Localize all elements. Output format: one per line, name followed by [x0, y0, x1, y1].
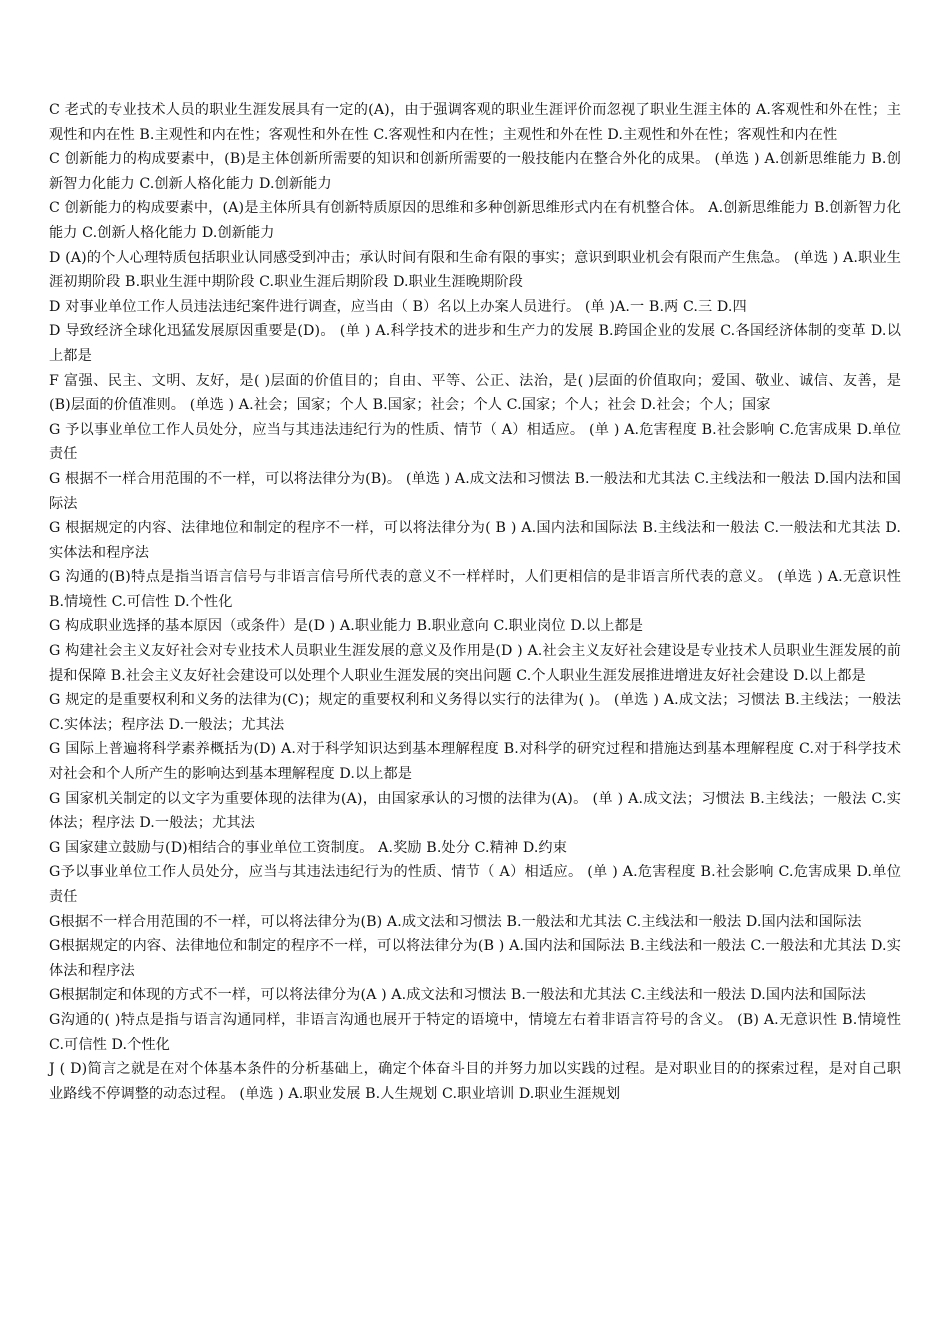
question-entry: G 规定的是重要权利和义务的法律为(C)；规定的重要权利和义务得以实行的法律为( )。 (单选 ) A.成文法；习惯法 B.主线法；一般法 C.实体法；程序法 D.一般法；尤其法 — [49, 692, 901, 733]
question-entry: G予以事业单位工作人员处分，应当与其违法违纪行为的性质、情节（ A）相适应。 (单 ) A.危害程度 B.社会影响 C.危害成果 D.单位责任 — [49, 864, 901, 905]
question-entry: C 老式的专业技术人员的职业生涯发展具有一定的(A)，由于强调客观的职业生涯评价而忽视了职业生涯主体的 A.客观性和外在性；主观性和内在性 B.主观性和内在性；客观性和外在性 C.客观性和内在性；主观性和外在性 D.主观性和外在性；客观性和内在性 — [49, 102, 901, 143]
question-entry: C 创新能力的构成要素中，(B)是主体创新所需要的知识和创新所需要的一般技能内在整合外化的成果。 (单选 ) A.创新思维能力 B.创新智力化能力 C.创新人格化能力 D.创新能力 — [49, 151, 901, 192]
question-entry: D 导致经济全球化迅猛发展原因重要是(D)。 (单 ) A.科学技术的进步和生产力的发展 B.跨国企业的发展 C.各国经济体制的变革 D.以上都是 — [49, 323, 901, 364]
question-entry: G 国家建立鼓励与(D)相结合的事业单位工资制度。 A.奖励 B.处分 C.精神 D.约束 — [49, 839, 568, 856]
question-entry: G根据制定和体现的方式不一样，可以将法律分为(A ) A.成文法和习惯法 B.一般法和尤其法 C.主线法和一般法 D.国内法和国际法 — [49, 987, 866, 1004]
question-entry: G 沟通的(B)特点是指当语言信号与非语言信号所代表的意义不一样样时，人们更相信的是非语言所代表的意义。 (单选 ) A.无意识性 B.情境性 C.可信性 D.个性化 — [49, 569, 901, 610]
question-entry: G 予以事业单位工作人员处分，应当与其违法违纪行为的性质、情节（ A）相适应。 (单 ) A.危害程度 B.社会影响 C.危害成果 D.单位责任 — [49, 421, 901, 463]
question-entry: D 对事业单位工作人员违法违纪案件进行调查，应当由（ B）名以上办案人员进行。 (单 )A.一 B.两 C.三 D.四 — [49, 298, 747, 315]
question-entry: F 富强、民主、文明、友好，是( )层面的价值目的；自由、平等、公正、法治，是( )层面的价值取向；爱国、敬业、诚信、友善，是(B)层面的价值准则。 (单选 ) A.社会；国家；个人 B.国家；社会；个人 C.国家；个人；社会 D.社会；个人；国家 — [49, 372, 901, 414]
document-body — [49, 98, 901, 1106]
question-entry: G 根据不一样合用范围的不一样，可以将法律分为(B)。 (单选 ) A.成文法和习惯法 B.一般法和尤其法 C.主线法和一般法 D.国内法和国际法 — [49, 470, 901, 512]
question-entry: G 国家机关制定的以文字为重要体现的法律为(A)，由国家承认的习惯的法律为(A)。 (单 ) A.成文法；习惯法 B.主线法；一般法 C.实体法；程序法 D.一般法；尤其法 — [49, 790, 901, 832]
question-entry: G 构建社会主义友好社会对专业技术人员职业生涯发展的意义及作用是(D ) A.社会主义友好社会建设是专业技术人员职业生涯发展的前提和保障 B.社会主义友好社会建设可以处理个人职业生涯发展的突出问题 C.个人职业生涯发展推进增进友好社会建设 D.以上都是 — [49, 643, 901, 684]
question-entry: G根据规定的内容、法律地位和制定的程序不一样，可以将法律分为(B ) A.国内法和国际法 B.主线法和一般法 C.一般法和尤其法 D.实体法和程序法 — [49, 938, 901, 979]
question-entry: G根据不一样合用范围的不一样，可以将法律分为(B) A.成文法和习惯法 B.一般法和尤其法 C.主线法和一般法 D.国内法和国际法 — [49, 913, 862, 930]
question-entry: G 构成职业选择的基本原因（或条件）是(D ) A.职业能力 B.职业意向 C.职业岗位 D.以上都是 — [49, 618, 644, 635]
question-entry: J ( D)简言之就是在对个体基本条件的分析基础上，确定个体奋斗目的并努力加以实践的过程。是对职业目的的探索过程，是对自己职业路线不停调整的动态过程。 (单选 ) A.职业发展 B.人生规划 C.职业培训 D.职业生涯规划 — [49, 1061, 901, 1102]
question-entry: C 创新能力的构成要素中，(A)是主体所具有创新特质原因的思维和多种创新思维形式内在有机整合体。 A.创新思维能力 B.创新智力化能力 C.创新人格化能力 D.创新能力 — [49, 200, 901, 241]
question-entry: G沟通的( )特点是指与语言沟通同样，非语言沟通也展开于特定的语境中，情境左右着非语言符号的含义。 (B) A.无意识性 B.情境性 C.可信性 D.个性化 — [49, 1011, 901, 1053]
question-entry: D (A)的个人心理特质包括职业认同感受到冲击；承认时间有限和生命有限的事实；意识到职业机会有限而产生焦急。 (单选 ) A.职业生涯初期阶段 B.职业生涯中期阶段 C.职业生涯后期阶段 D.职业生涯晚期阶段 — [49, 249, 901, 291]
question-entry: G 国际上普遍将科学素养概括为(D) A.对于科学知识达到基本理解程度 B.对科学的研究过程和措施达到基本理解程度 C.对于科学技术对社会和个人所产生的影响达到基本理解程度 D.以上都是 — [49, 741, 901, 783]
question-entry: G 根据规定的内容、法律地位和制定的程序不一样，可以将法律分为( B ) A.国内法和国际法 B.主线法和一般法 C.一般法和尤其法 D.实体法和程序法 — [49, 520, 901, 561]
